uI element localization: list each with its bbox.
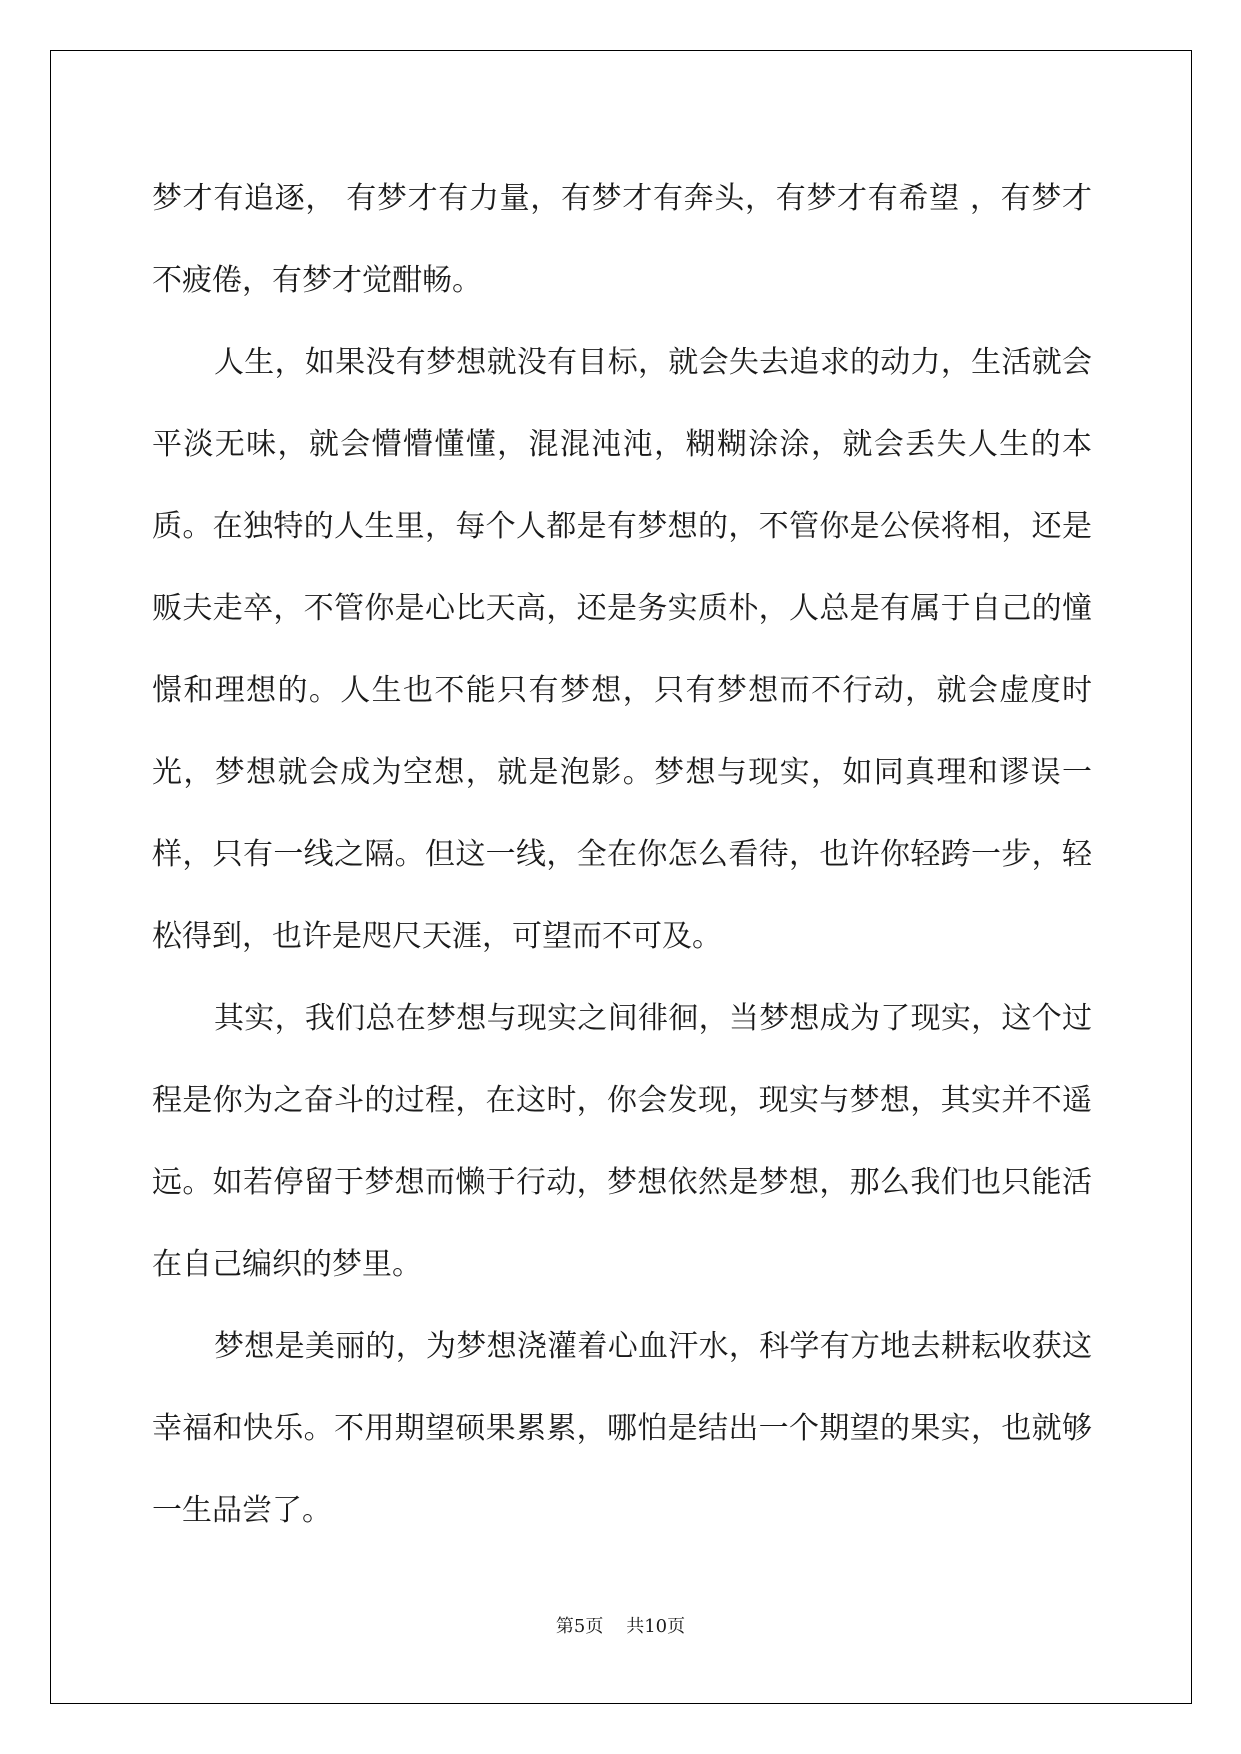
page-footer [0, 1612, 1241, 1638]
page-number: 第5页 [555, 1616, 604, 1637]
paragraph: 人生，如果没有梦想就没有目标，就会失去追求的动力，生活就会平淡无味，就会懵懵懂懂，混混沌沌，糊糊涂涂，就会丢失人生的本质。在独特的人生里，每个人都是有梦想的，不管你是公侯将相，还是贩夫走卒，不管你是心比天高，还是务实质朴，人总是有属于自己的憧憬和理想的。人生也不能只有梦想，只有梦想而不行动，就会虚度时光，梦想就会成为空想，就是泡影。梦想与现实，如同真理和谬误一样，只有一线之隔。但这一线，全在你怎么看待，也许你轻跨一步，轻松得到，也许是咫尺天涯，可望而不可及。 [152, 345, 1092, 954]
page-total: 共10页 [626, 1616, 686, 1637]
paragraph: 其实，我们总在梦想与现实之间徘徊，当梦想成为了现实，这个过程是你为之奋斗的过程，在这时，你会发现，现实与梦想，其实并不遥远。如若停留于梦想而懒于行动，梦想依然是梦想，那么我们也只能活在自己编织的梦里。 [152, 1001, 1092, 1282]
paragraph: 梦想是美丽的，为梦想浇灌着心血汗水，科学有方地去耕耘收获这幸福和快乐。不用期望硕果累累，哪怕是结出一个期望的果实，也就够一生品尝了。 [152, 1329, 1092, 1528]
document-body [152, 158, 1092, 1552]
paragraph-continued: 梦才有追逐， 有梦才有力量，有梦才有奔头，有梦才有希望 ，有梦才不疲倦，有梦才觉酣畅。 [152, 181, 1092, 298]
